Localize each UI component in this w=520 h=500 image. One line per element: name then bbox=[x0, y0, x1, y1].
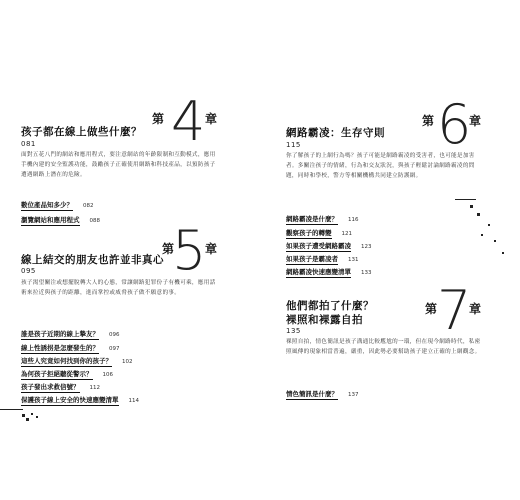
ch5-number: 5 bbox=[172, 219, 207, 282]
toc-item[interactable]: 如果孩子是霸凌者 131 bbox=[286, 255, 359, 263]
pixel-decoration bbox=[22, 414, 25, 417]
toc-item[interactable]: 線上性誘拐是怎麼發生的？ 097 bbox=[21, 344, 120, 352]
toc-item[interactable]: 數位產品知多少？ 082 bbox=[21, 201, 94, 209]
toc-item[interactable]: 如果孩子遭受網路霸凌 123 bbox=[286, 242, 372, 250]
ch4-desc: 面對五花八門的網站和應用程式，要注意網站的年齡限制和互動模式，應用手機內建的安全監護功能，鼓勵孩子正確使用網路和科技產品，以預防孩子遭遇網路上潛在的危險。 bbox=[21, 152, 216, 178]
ch7-title-line2: 裸照和裸露自拍 bbox=[286, 314, 363, 326]
ch7-dai: 第 bbox=[425, 302, 438, 316]
pixel-decoration bbox=[470, 205, 473, 208]
ch5-zhang: 章 bbox=[205, 242, 218, 256]
toc-item[interactable]: 保護孩子線上安全的快速應變清單 114 bbox=[21, 396, 139, 404]
ch6-zhang: 章 bbox=[469, 114, 482, 128]
divider-line bbox=[455, 199, 476, 200]
toc-item[interactable]: 網路霸凌快速應變清單 133 bbox=[286, 268, 372, 276]
ch6-title: 網路霸凌：生存守則 bbox=[286, 127, 385, 139]
toc-item[interactable]: 為何孩子拒絕聽從警示？ 106 bbox=[21, 370, 113, 378]
toc-item[interactable]: 觀察孩子的轉變 121 bbox=[286, 229, 352, 237]
divider-line bbox=[0, 409, 23, 410]
ch5-title: 線上結交的朋友也許並非真心 bbox=[21, 254, 164, 266]
ch7-page: 135 bbox=[286, 327, 301, 335]
toc-item[interactable]: 這些人究竟如何找到你的孩子？ 102 bbox=[21, 357, 133, 365]
ch7-number: 7 bbox=[437, 279, 472, 342]
pixel-decoration bbox=[31, 413, 33, 415]
ch6-desc: 你了解孩子的上網行為嗎？孩子可能是網路霸凌的受害者，也可能是加害者。多關注孩子的情緒，行為和交友狀況，與孩子輕鬆討論網路霸凌的問題，同時和學校，警方等相關機構共同建立防護網。 bbox=[286, 153, 475, 179]
ch6-page: 115 bbox=[286, 141, 301, 149]
ch7-desc: 裸照自拍，情色簡訊是孩子溝通比較尷尬的一環，但在現今網路時代，私密照風傳的現象相當普遍，嚴重，因此勢必要幫助孩子建立正確的上網觀念。 bbox=[286, 339, 481, 355]
ch4-dai: 第 bbox=[152, 112, 165, 126]
ch4-title: 孩子都在線上做些什麼？ bbox=[21, 126, 142, 138]
ch5-desc: 孩子渴望關注或想擺脫轉大人的心態，常讓網路犯罪份子有機可乘，應用話術來拉近與孩子的距離，進而掌控或威脅孩子做不願意的事。 bbox=[21, 280, 216, 296]
toc-item[interactable]: 誰是孩子近期的線上摯友？ 096 bbox=[21, 330, 120, 338]
pixel-decoration bbox=[26, 418, 29, 421]
ch4-zhang: 章 bbox=[205, 112, 218, 126]
pixel-decoration bbox=[36, 416, 38, 418]
toc-item[interactable]: 孩子發出求救信號？ 112 bbox=[21, 383, 100, 391]
toc-item[interactable]: 情色簡訊是什麼？ 137 bbox=[286, 390, 359, 398]
toc-item[interactable]: 網路霸凌是什麼？ 116 bbox=[286, 215, 359, 223]
ch6-dai: 第 bbox=[422, 114, 435, 128]
pixel-decoration bbox=[502, 252, 504, 254]
ch4-page: 081 bbox=[21, 140, 36, 148]
ch5-page: 095 bbox=[21, 267, 36, 275]
pixel-decoration bbox=[494, 240, 496, 242]
toc-item[interactable]: 瀏覽網站和應用程式 088 bbox=[21, 216, 100, 224]
ch7-title-line1: 他們都拍了什麼？ bbox=[286, 300, 374, 312]
pixel-decoration bbox=[477, 213, 480, 216]
ch6-number: 6 bbox=[437, 93, 472, 156]
ch4-number: 4 bbox=[171, 90, 206, 153]
ch5-dai: 第 bbox=[162, 242, 175, 256]
pixel-decoration bbox=[481, 234, 483, 236]
ch7-zhang: 章 bbox=[469, 302, 482, 316]
pixel-decoration bbox=[488, 224, 490, 226]
